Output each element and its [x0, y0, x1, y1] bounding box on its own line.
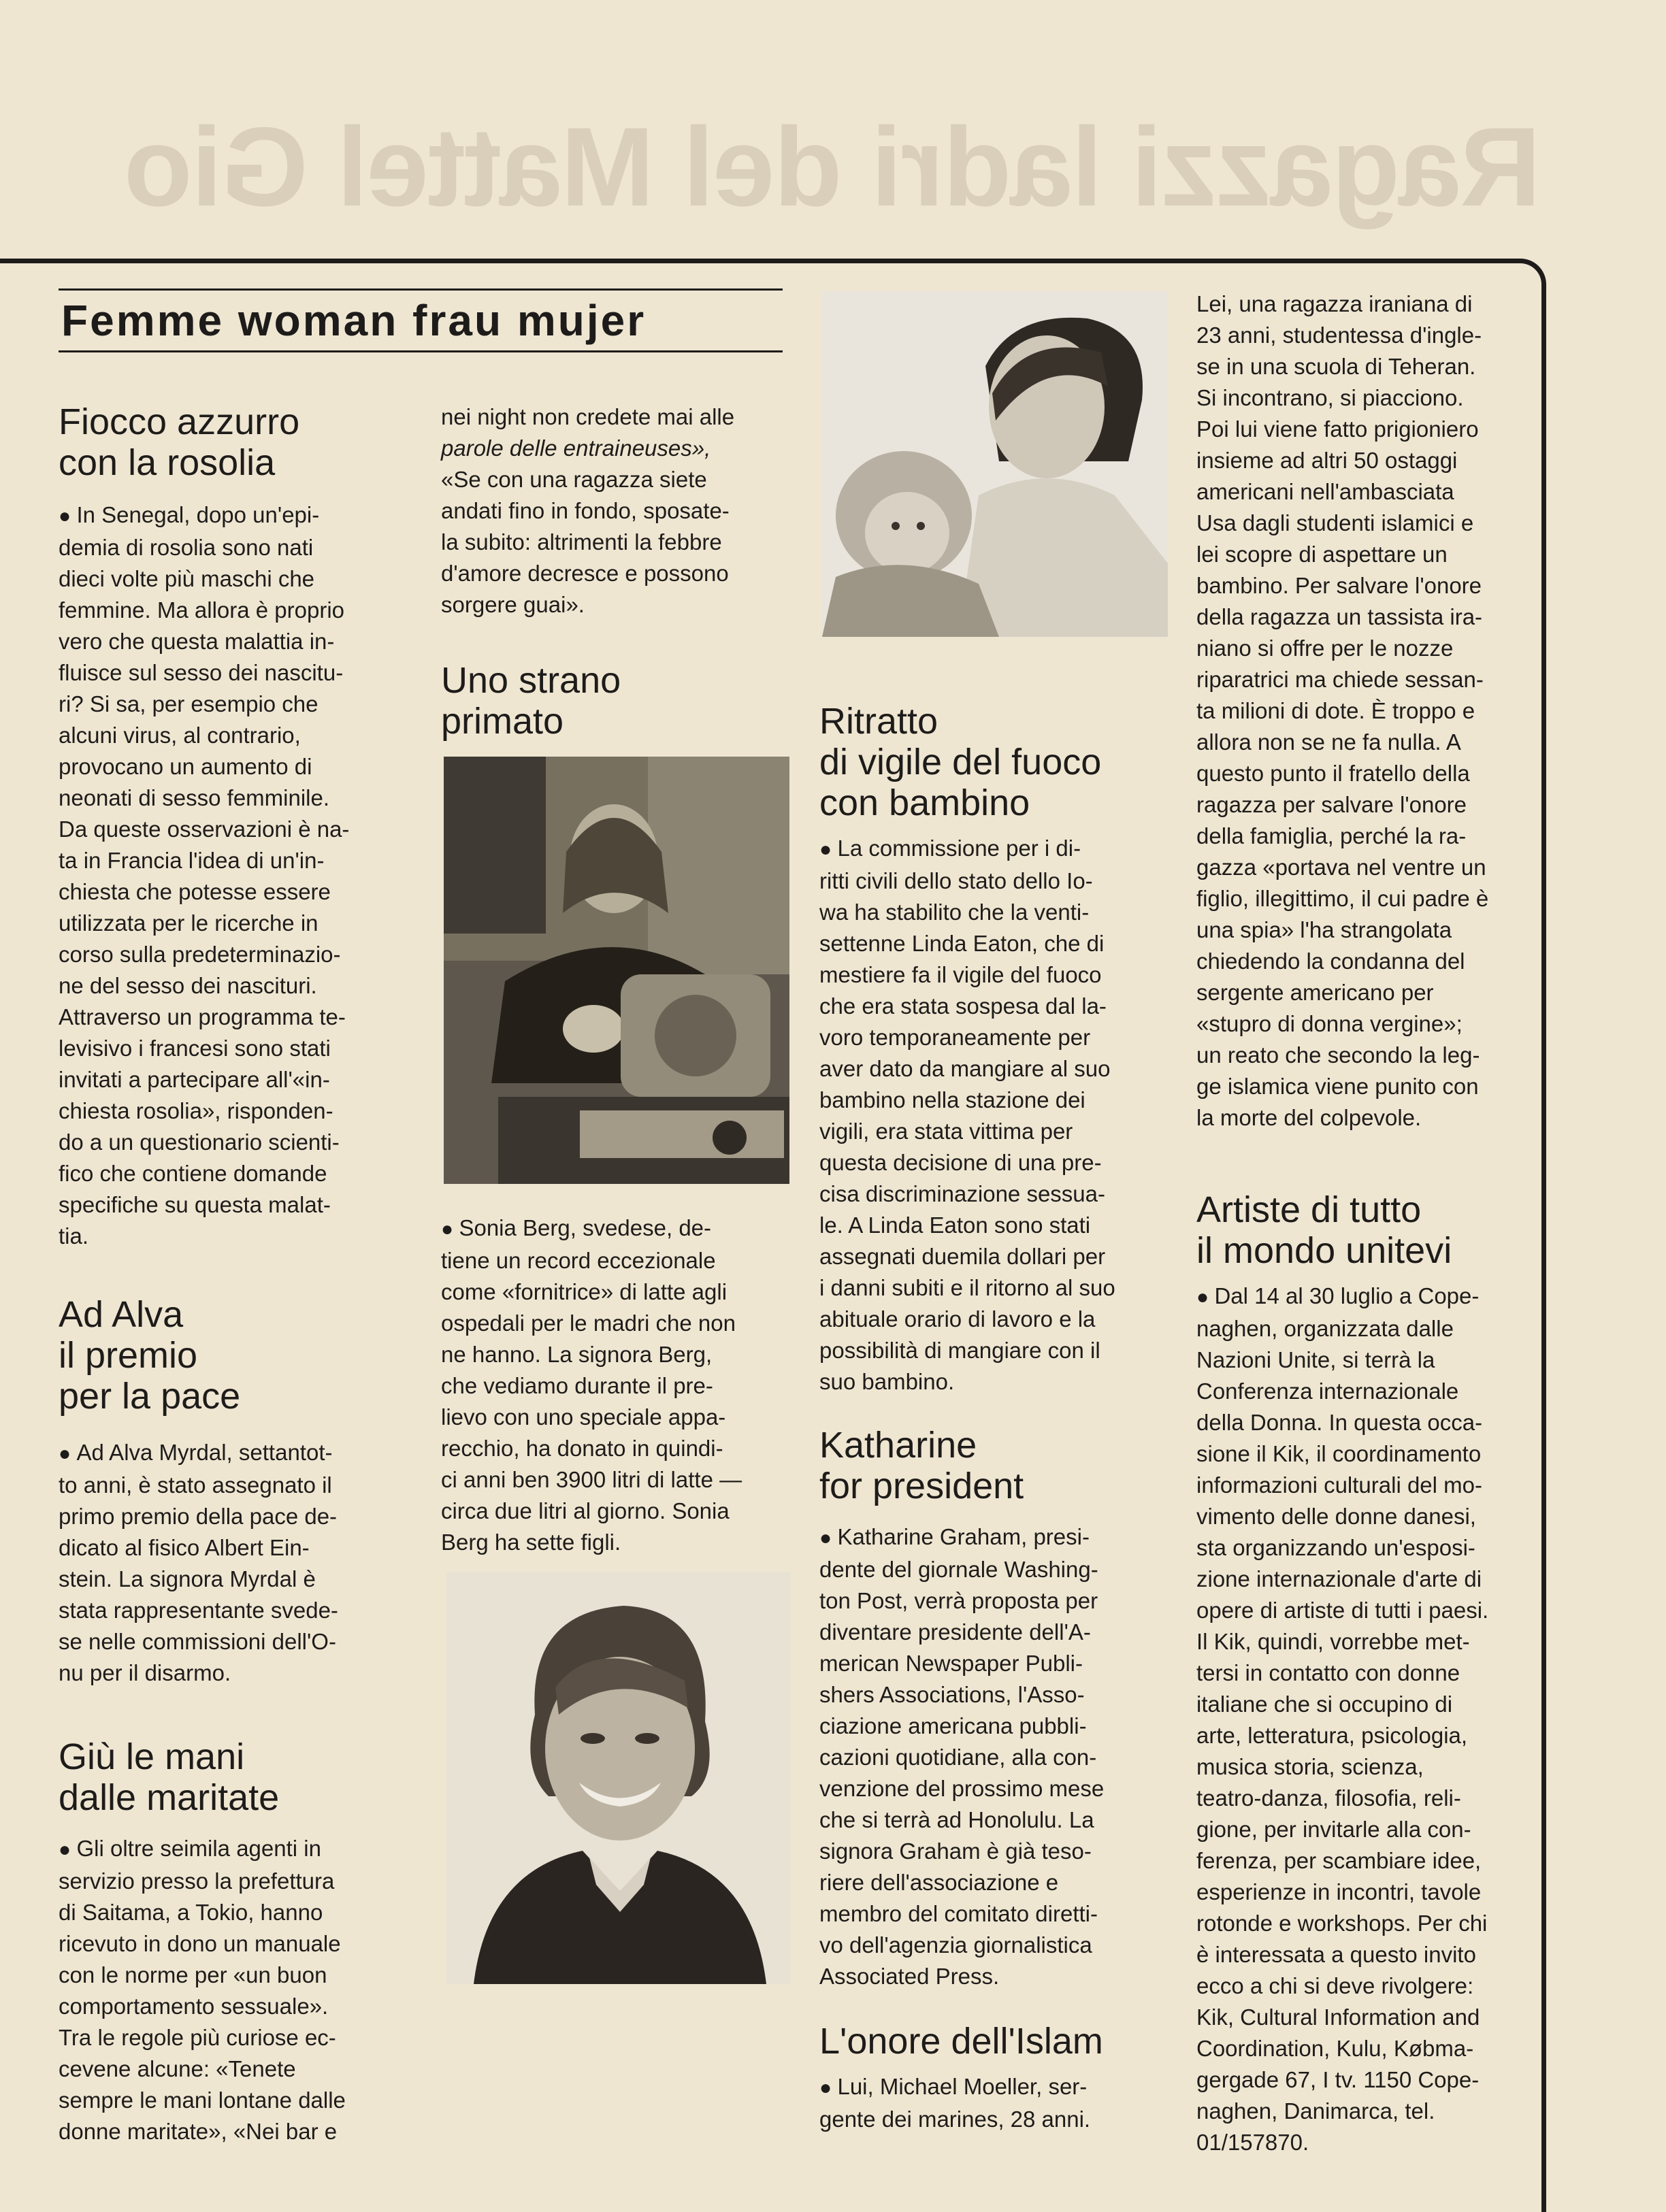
- body-line: nu per il disarmo.: [59, 1660, 231, 1685]
- body-line: bambino. Per salvare l'onore: [1196, 573, 1482, 598]
- body-line: dente del giornale Washing-: [819, 1557, 1098, 1582]
- body-line: Nazioni Unite, si terrà la: [1196, 1347, 1435, 1372]
- body-line: mestiere fa il vigile del fuoco: [819, 962, 1102, 987]
- rule-divider: [59, 350, 783, 352]
- body-line: questa decisione di una pre-: [819, 1150, 1102, 1175]
- article-title-katharine: Katharine for president: [819, 1425, 1024, 1506]
- article-body-katharine: [819, 1521, 1173, 1992]
- body-line: naghen, Danimarca, tel.: [1196, 2098, 1435, 2124]
- article-body-alva: [59, 1437, 426, 1689]
- body-line: arte, letteratura, psicologia,: [1196, 1723, 1468, 1748]
- article-title-primato: Uno strano primato: [441, 660, 621, 742]
- article-title-artiste: Artiste di tutto il mondo unitevi: [1196, 1189, 1452, 1271]
- body-line: teatro-danza, filosofia, reli-: [1196, 1785, 1461, 1811]
- body-line: Si incontrano, si piacciono.: [1196, 385, 1464, 410]
- body-line: aver dato da mangiare al suo: [819, 1056, 1111, 1081]
- body-line: membro del comitato diretti-: [819, 1901, 1098, 1926]
- body-line: recchio, ha donato in quindi-: [441, 1436, 723, 1461]
- column-4: [1196, 288, 1550, 2158]
- rubric-title: Femme woman frau mujer: [61, 296, 647, 345]
- body-line: sione il Kik, il coordinamento: [1196, 1441, 1482, 1466]
- body-line: i danni subiti e il ritorno al suo: [819, 1275, 1115, 1300]
- body-line: informazioni culturali del mo-: [1196, 1472, 1482, 1498]
- ghost-headline: Ragazzi ladri del Mattel Gio: [125, 103, 1541, 229]
- body-line: opere di artiste di tutti i paesi.: [1196, 1598, 1489, 1623]
- body-line: vigili, era stata vittima per: [819, 1119, 1073, 1144]
- body-line: insieme ad altri 50 ostaggi: [1196, 448, 1458, 473]
- body-line: vero che questa malattia in-: [59, 629, 335, 654]
- body-line: le. A Linda Eaton sono stati: [819, 1212, 1091, 1238]
- body-line: Da queste osservazioni è na-: [59, 816, 350, 842]
- body-line: venzione del prossimo mese: [819, 1776, 1105, 1801]
- body-line: Lei, una ragazza iraniana di: [1196, 291, 1473, 316]
- body-line: ● Dal 14 al 30 luglio a Cope-: [1196, 1281, 1550, 1313]
- body-line: che vediamo durante il pre-: [441, 1373, 713, 1398]
- body-line: corso sulla predeterminazio-: [59, 942, 341, 967]
- body-line: della ragazza un tassista ira-: [1196, 604, 1483, 629]
- body-line: come «fornitrice» di latte agli: [441, 1279, 728, 1304]
- body-line: ci anni ben 3900 litri di latte —: [441, 1467, 742, 1492]
- body-line: stata rappresentante svede-: [59, 1598, 338, 1623]
- body-line: chiesta che potesse essere: [59, 879, 331, 904]
- body-line: ge islamica viene punito con: [1196, 1074, 1479, 1099]
- body-line: questo punto il fratello della: [1196, 761, 1470, 786]
- body-line: riere dell'associazione e: [819, 1870, 1059, 1895]
- body-line: vimento delle donne danesi,: [1196, 1504, 1476, 1529]
- body-line: lievo con uno speciale appa-: [441, 1404, 726, 1430]
- body-line: signora Graham è già teso-: [819, 1838, 1092, 1864]
- body-line: to anni, è stato assegnato il: [59, 1472, 332, 1498]
- body-line: ne hanno. La signora Berg,: [441, 1342, 713, 1367]
- body-line: allora non se ne fa nulla. A: [1196, 729, 1461, 755]
- body-line: servizio presso la prefettura: [59, 1868, 335, 1894]
- body-line: americani nell'ambasciata: [1196, 479, 1454, 504]
- body-line: sorgere guai».: [441, 592, 585, 617]
- body-line: ● Gli oltre seimila agenti in: [59, 1833, 426, 1866]
- body-line: levisivo i francesi sono stati: [59, 1036, 331, 1061]
- body-line: è interessata a questo invito: [1196, 1942, 1476, 1967]
- body-line: ciazione americana pubbli-: [819, 1713, 1087, 1738]
- body-line: bambino nella stazione dei: [819, 1087, 1085, 1112]
- column-3: [819, 701, 1173, 2135]
- body-line: settenne Linda Eaton, che di: [819, 931, 1105, 956]
- article-body-islam-continued: [1196, 288, 1550, 1134]
- body-line: alcuni virus, al contrario,: [59, 723, 301, 748]
- body-line: con le norme per «un buon: [59, 1962, 327, 1987]
- body-line: femmine. Ma allora è proprio: [59, 597, 345, 623]
- body-line: Il Kik, quindi, vorrebbe met-: [1196, 1629, 1470, 1654]
- body-line: 01/157870.: [1196, 2130, 1309, 2155]
- body-line: ● In Senegal, dopo un'epi-: [59, 499, 426, 532]
- body-line: circa due litri al giorno. Sonia: [441, 1498, 730, 1523]
- rubric-header: [59, 288, 783, 352]
- body-line: ● Katharine Graham, presi-: [819, 1521, 1173, 1554]
- article-title-islam: L'onore dell'Islam: [819, 2021, 1103, 2062]
- body-line: se nelle commissioni dell'O-: [59, 1629, 336, 1654]
- article-title-mani: Giù le mani dalle maritate: [59, 1736, 280, 1818]
- body-line: gergade 67, I tv. 1150 Cope-: [1196, 2067, 1480, 2092]
- body-line: donne maritate», «Nei bar e: [59, 2119, 338, 2144]
- body-line: la morte del colpevole.: [1196, 1105, 1422, 1130]
- body-line: chiesta rosolia», risponden-: [59, 1098, 333, 1123]
- body-line: rotonde e workshops. Per chi: [1196, 1911, 1488, 1936]
- column-2: [441, 401, 795, 742]
- photo-sonia-berg: [444, 757, 789, 1184]
- body-line: figlio, illegittimo, il cui padre è: [1196, 886, 1489, 911]
- article-body-primato: [441, 1212, 795, 1558]
- body-line: Coordination, Kulu, Købma-: [1196, 2036, 1474, 2061]
- body-line: gente dei marines, 28 anni.: [819, 2107, 1091, 2132]
- body-line: niano si offre per le nozze: [1196, 635, 1454, 661]
- body-line: possibilità di mangiare con il: [819, 1338, 1100, 1363]
- body-line: di Saitama, a Tokio, hanno: [59, 1900, 323, 1925]
- body-line: un reato che secondo la leg-: [1196, 1042, 1480, 1068]
- body-line: della Donna. In questa occa-: [1196, 1410, 1483, 1435]
- article-body-artiste: [1196, 1281, 1550, 2158]
- body-line: ospedali per le madri che non: [441, 1310, 736, 1336]
- body-line: gazza «portava nel ventre un: [1196, 855, 1486, 880]
- body-line: fico che contiene domande: [59, 1161, 327, 1186]
- body-line: lei scopre di aspettare un: [1196, 542, 1448, 567]
- body-line: ragazza per salvare l'onore: [1196, 792, 1467, 817]
- photo-katharine-graham: [446, 1572, 791, 1984]
- body-line: la subito: altrimenti la febbre: [441, 529, 722, 555]
- body-line: nei night non credete mai alle: [441, 404, 735, 429]
- body-line: 23 anni, studentessa d'ingle-: [1196, 323, 1482, 348]
- body-line: ● Ad Alva Myrdal, settantot-: [59, 1437, 426, 1470]
- body-line: Conferenza internazionale: [1196, 1379, 1459, 1404]
- article-title-alva: Ad Alva il premio per la pace: [59, 1294, 241, 1417]
- body-line: abituale orario di lavoro e la: [819, 1306, 1096, 1332]
- body-line: Tra le regole più curiose ec-: [59, 2025, 336, 2050]
- body-line: invitati a partecipare all'«in-: [59, 1067, 330, 1092]
- body-line: neonati di sesso femminile.: [59, 785, 330, 810]
- body-line: ferenza, per scambiare idee,: [1196, 1848, 1482, 1873]
- column-1: [59, 401, 426, 2147]
- body-line: utilizzata per le ricerche in: [59, 910, 318, 936]
- body-line: Usa dagli studenti islamici e: [1196, 510, 1474, 535]
- body-line: suo bambino.: [819, 1369, 955, 1394]
- body-line: vo dell'agenzia giornalistica: [819, 1932, 1092, 1958]
- body-line: zione internazionale d'arte di: [1196, 1566, 1482, 1591]
- body-line: comportamento sessuale».: [59, 1994, 329, 2019]
- body-line: stein. La signora Myrdal è: [59, 1566, 316, 1591]
- article-title-vigile: Ritratto di vigile del fuoco con bambino: [819, 701, 1102, 823]
- body-line: diventare presidente dell'A-: [819, 1619, 1091, 1645]
- body-line: che si terrà ad Honolulu. La: [819, 1807, 1094, 1832]
- body-line: Berg ha sette figli.: [441, 1530, 621, 1555]
- body-line: ● Lui, Michael Moeller, ser-: [819, 2071, 1173, 2104]
- body-line: dieci volte più maschi che: [59, 566, 315, 591]
- body-line: gione, per invitarle alla con-: [1196, 1817, 1471, 1842]
- body-line: shers Associations, l'Asso-: [819, 1682, 1085, 1707]
- body-line: sergente americano per: [1196, 980, 1434, 1005]
- body-line: dicato al fisico Albert Ein-: [59, 1535, 310, 1560]
- body-line: assegnati duemila dollari per: [819, 1244, 1106, 1269]
- article-body-fiocco: [59, 499, 426, 1252]
- body-line: italiane che si occupino di: [1196, 1691, 1453, 1717]
- article-body-mani-continued: [441, 401, 795, 621]
- body-line: ritti civili dello stato dello Io-: [819, 868, 1093, 893]
- body-line: cevene alcune: «Tenete: [59, 2056, 296, 2081]
- photo-linda-eaton: [822, 291, 1168, 637]
- article-body-islam: [819, 2071, 1173, 2135]
- body-line: tia.: [59, 1223, 89, 1249]
- body-line: una spia» l'ha strangolata: [1196, 917, 1452, 942]
- body-line: primo premio della pace de-: [59, 1504, 338, 1529]
- body-line: demia di rosolia sono nati: [59, 535, 314, 560]
- body-line: naghen, organizzata dalle: [1196, 1316, 1454, 1341]
- body-line: sta organizzando un'esposi-: [1196, 1535, 1475, 1560]
- body-line: merican Newspaper Publi-: [819, 1651, 1083, 1676]
- body-line: chiedendo la condanna del: [1196, 948, 1465, 974]
- body-line: che era stata sospesa dal la-: [819, 993, 1107, 1019]
- body-line: tiene un record eccezionale: [441, 1248, 716, 1273]
- body-line: ton Post, verrà proposta per: [819, 1588, 1098, 1613]
- body-line: ne del sesso dei nascituri.: [59, 973, 317, 998]
- body-line: tersi in contatto con donne: [1196, 1660, 1460, 1685]
- body-line: «Se con una ragazza siete: [441, 467, 707, 492]
- article-title-fiocco: Fiocco azzurro con la rosolia: [59, 401, 300, 483]
- body-line: cazioni quotidiane, alla con-: [819, 1745, 1097, 1770]
- body-line: specifiche su questa malat-: [59, 1192, 331, 1217]
- article-body-mani: [59, 1833, 426, 2147]
- body-line: ricevuto in dono un manuale: [59, 1931, 341, 1956]
- body-line: della famiglia, perché la ra-: [1196, 823, 1467, 848]
- body-line: andati fino in fondo, sposate-: [441, 498, 730, 523]
- body-line: d'amore decresce e possono: [441, 561, 729, 586]
- body-line: ● Sonia Berg, svedese, de-: [441, 1212, 795, 1245]
- article-body-vigile: [819, 833, 1173, 1398]
- body-line: Attraverso un programma te-: [59, 1004, 346, 1029]
- body-line: ta milioni di dote. È troppo e: [1196, 698, 1475, 723]
- body-line: cisa discriminazione sessua-: [819, 1181, 1105, 1206]
- body-line: sempre le mani lontane dalle: [59, 2087, 346, 2113]
- body-line: ri? Si sa, per esempio che: [59, 691, 318, 716]
- body-line: Kik, Cultural Information and: [1196, 2004, 1480, 2030]
- body-line: fluisce sul sesso dei nascitu-: [59, 660, 344, 685]
- body-line: provocano un aumento di: [59, 754, 312, 779]
- body-line: wa ha stabilito che la venti-: [819, 899, 1090, 925]
- body-line: se in una scuola di Teheran.: [1196, 354, 1476, 379]
- body-line: Associated Press.: [819, 1964, 1000, 1989]
- body-line: parole delle entraineuses»,: [441, 435, 711, 461]
- body-line: Poi lui viene fatto prigioniero: [1196, 416, 1479, 442]
- body-line: esperienze in incontri, tavole: [1196, 1879, 1482, 1904]
- body-line: voro temporaneamente per: [819, 1025, 1091, 1050]
- body-line: do a un questionario scienti-: [59, 1129, 340, 1155]
- body-line: riparatrici ma chiede sessan-: [1196, 667, 1484, 692]
- body-line: ecco a chi si deve rivolgere:: [1196, 1973, 1474, 1998]
- column-2-lower: [441, 1212, 795, 1558]
- body-line: ta in Francia l'idea di un'in-: [59, 848, 325, 873]
- body-line: ● La commissione per i di-: [819, 833, 1173, 865]
- body-line: «stupro di donna vergine»;: [1196, 1011, 1463, 1036]
- body-line: musica storia, scienza,: [1196, 1754, 1424, 1779]
